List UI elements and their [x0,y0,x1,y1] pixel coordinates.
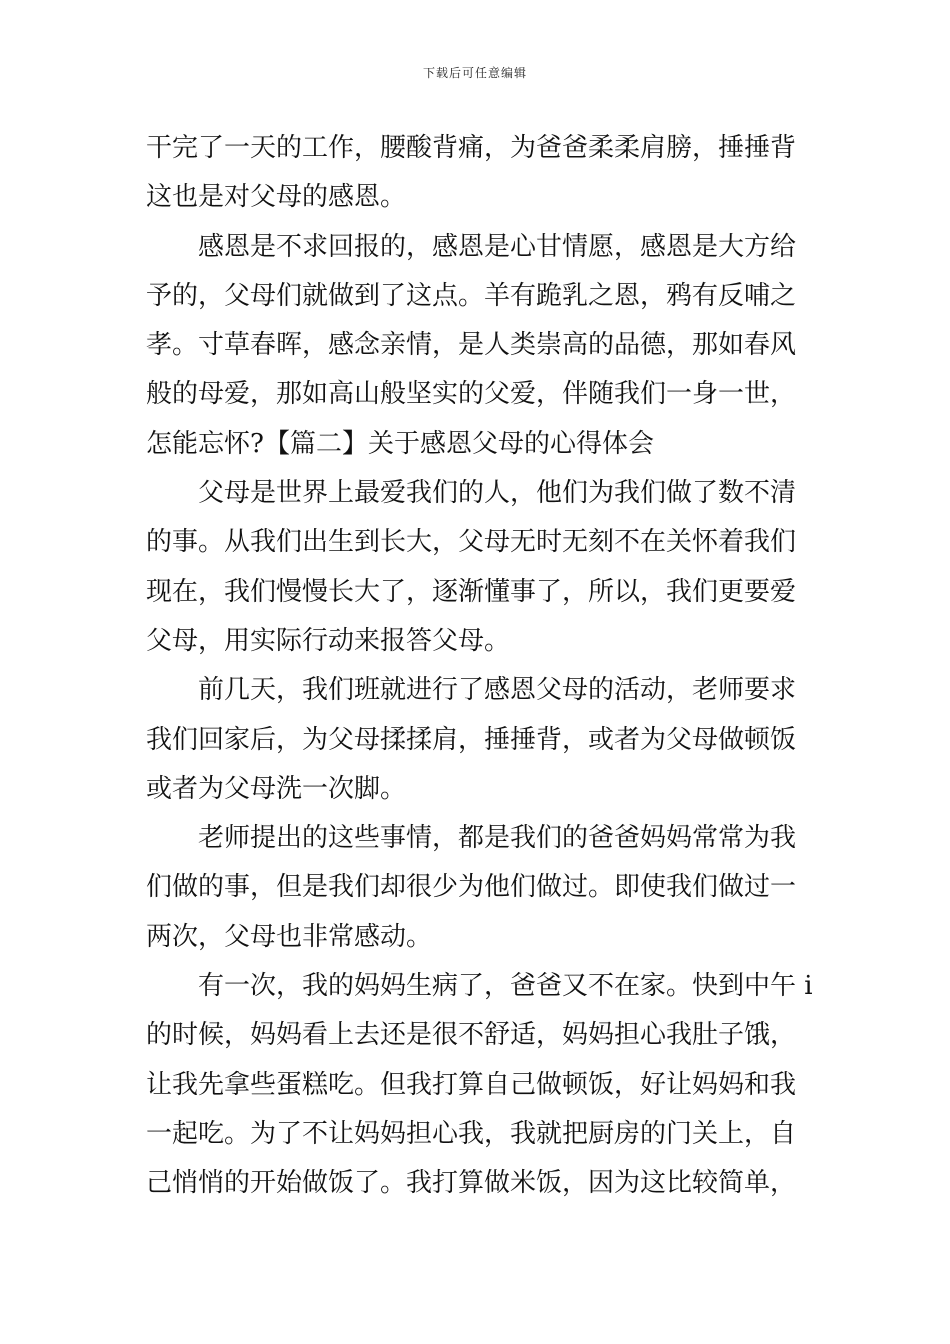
text-line: 或者为父母洗一次脚。 [146,773,407,804]
paragraph-start-line: 前几天，我们班就进行了感恩父母的活动，老师要求 [198,675,797,706]
text-line: 一起吃。为了不让妈妈担心我，我就把厨房的门关上，自 [146,1118,797,1149]
paragraph-start-line: 父母是世界上最爱我们的人，他们为我们做了数不清 [198,478,797,509]
paragraph-start-line: 感恩是不求回报的，感恩是心甘情愿，感恩是大方给 [198,231,797,262]
text-line: 孝。寸草春晖，感念亲情，是人类崇高的品德，那如春风 [146,330,797,361]
text-line: 让我先拿些蛋糕吃。但我打算自己做顿饭，好让妈妈和我 [146,1069,797,1100]
text-line: 们做的事，但是我们却很少为他们做过。即使我们做过一 [146,872,797,903]
text-line: 的时候，妈妈看上去还是很不舒适，妈妈担心我肚子饿， [146,1020,797,1051]
text-line: 父母，用实际行动来报答父母。 [146,625,511,656]
text-line: 般的母爱，那如高山般坚实的父爱，伴随我们一身一世， [146,379,797,410]
paragraph-start-line: 老师提出的这些事情，都是我们的爸爸妈妈常常为我 [198,823,797,854]
document-body [146,124,813,1209]
text-line: 这也是对父母的感恩。 [146,182,407,213]
text-line: 予的，父母们就做到了这点。羊有跪乳之恩，鸦有反哺之 [146,280,797,311]
text-line: 我们回家后，为父母揉揉肩，捶捶背，或者为父母做顿饭 [146,724,797,755]
text-line: 己悄悄的开始做饭了。我打算做米饭，因为这比较简单， [146,1168,797,1199]
paragraph-start-line: 有一次，我的妈妈生病了，爸爸又不在家。快到中午 i [198,971,813,1002]
text-line: 现在，我们慢慢长大了，逐渐懂事了，所以，我们更要爱 [146,576,797,607]
text-line: 干完了一天的工作，腰酸背痛，为爸爸柔柔肩膀，捶捶背 [146,133,797,163]
text-line: 两次，父母也非常感动。 [146,921,433,952]
text-line: 的事。从我们出生到长大，父母无时无刻不在关怀着我们 [146,527,797,558]
page-header: 下载后可任意编辑 [422,66,527,80]
text-line: 怎能忘怀?【篇二】关于感恩父母的心得体会 [146,428,654,459]
